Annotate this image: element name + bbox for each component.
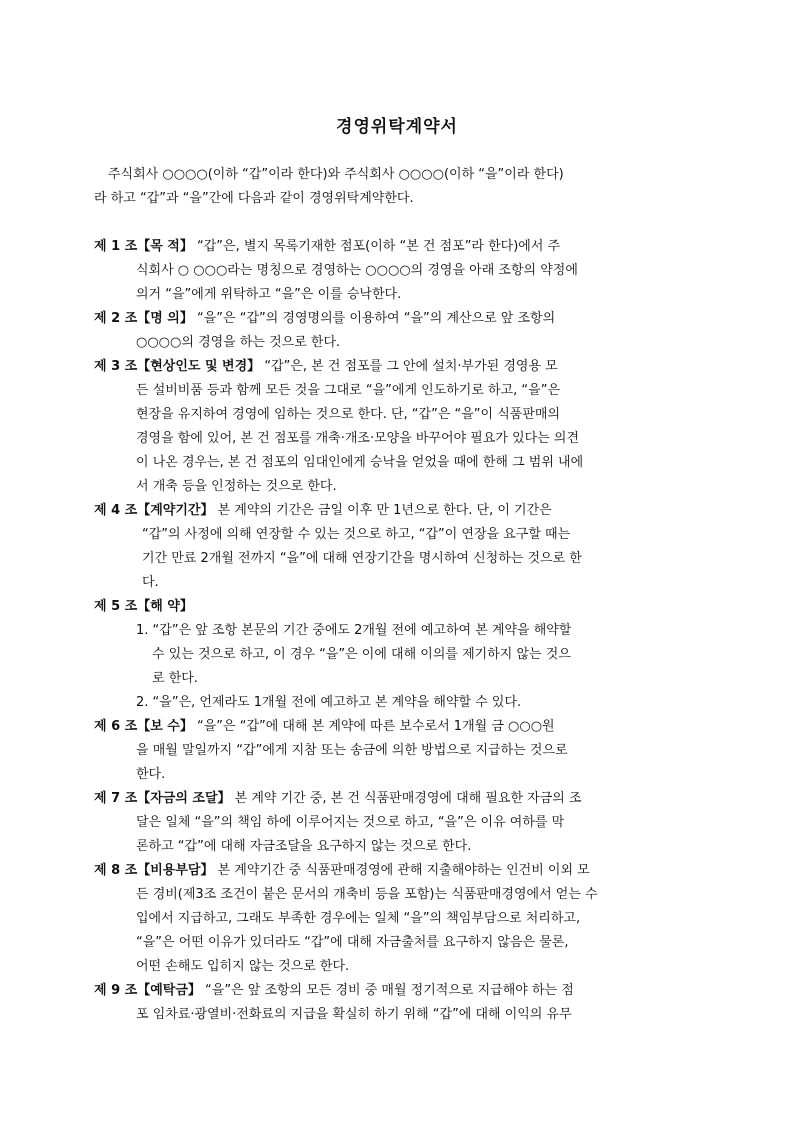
article-text: 을 매월 말일까지 “갑”에게 지참 또는 송금에 의한 방법으로 지급하는 것으로 (136, 743, 568, 758)
list-item (94, 691, 700, 715)
articles-list (94, 235, 700, 1027)
article-text: 론하고 “갑”에 대해 자금조달을 요구하지 않는 것으로 한다. (136, 839, 472, 854)
item-number: 1. (136, 623, 149, 638)
article-text: “갑”은, 별지 목록기재한 점포(이하 “본 건 점포”라 한다)에서 주 (197, 239, 561, 254)
article-heading: 제 6 조【보 수】 (94, 719, 193, 734)
intro-line: 라 하고 “갑”과 “을”간에 다음과 같이 경영위탁계약한다. (94, 191, 414, 206)
article-text: 본 계약의 기간은 금일 이후 만 1년으로 한다. 단, 이 기간은 (217, 503, 552, 518)
item-number: 2. (136, 695, 149, 710)
article-text: 한다. (136, 767, 166, 782)
article-heading: 제 9 조【예탁금】 (94, 983, 201, 998)
intro-line: 주식회사 ○○○○(이하 “갑”이라 한다)와 주식회사 ○○○○(이하 “을”이라 한다) (108, 167, 564, 182)
article-6 (94, 715, 700, 787)
article-text: “을”은 어떤 이유가 있더라도 “갑”에 대해 자금출처를 요구하지 않음은 물론, (136, 935, 569, 950)
article-text: “을”은 “갑”의 경영명의를 이용하여 “을”의 계산으로 앞 조항의 (197, 311, 556, 326)
article-text: 든 경비(제3조 조건이 붙은 문서의 개축비 등을 포함)는 식품판매경영에서 얻는 수 (136, 887, 598, 902)
article-7 (94, 787, 700, 859)
article-heading: 제 5 조【해 약】 (94, 599, 193, 614)
article-heading: 제 3 조【현상인도 및 변경】 (94, 359, 261, 374)
article-1 (94, 235, 700, 307)
article-text: “갑”의 사정에 의해 연장할 수 있는 것으로 하고, “갑”이 연장을 요구할 때는 (142, 527, 571, 542)
article-text: 로 한다. (152, 671, 198, 686)
article-text: 경영을 함에 있어, 본 건 점포를 개축·개조·모양을 바꾸어야 필요가 있다는 의견 (136, 431, 580, 446)
article-text: ○○○○의 경영을 하는 것으로 한다. (136, 335, 341, 350)
article-text: 다. (142, 575, 159, 590)
intro-paragraph (94, 163, 700, 211)
article-text: 서 개축 등을 인정하는 것으로 한다. (136, 479, 337, 494)
article-text: 포 임차료·광열비·전화료의 지급을 확실히 하기 위해 “갑”에 대해 이익의 유무 (136, 1007, 572, 1022)
article-4 (94, 499, 700, 595)
article-2 (94, 307, 700, 355)
article-text: 현장을 유지하여 경영에 임하는 것으로 한다. 단, “갑”은 “을”이 식품판매의 (136, 407, 561, 422)
article-text: 든 설비비품 등과 함께 모든 것을 그대로 “을”에게 인도하기로 하고, “을”은 (136, 383, 561, 398)
article-heading: 제 2 조【명 의】 (94, 311, 193, 326)
article-text: 식회사 ○ ○○○라는 명칭으로 경영하는 ○○○○의 경영을 아래 조항의 약정에 (136, 263, 578, 278)
article-8 (94, 859, 700, 979)
article-3 (94, 355, 700, 499)
article-text: “갑”은, 본 건 점포를 그 안에 설치·부가된 경영용 모 (264, 359, 558, 374)
article-text: 달은 일체 “을”의 책임 하에 이루어지는 것으로 하고, “을”은 이유 여하를 막 (136, 815, 565, 830)
article-text: 수 있는 것으로 하고, 이 경우 “을”은 이에 대해 이의를 제기하지 않는 것으 (152, 647, 571, 662)
article-text: 어떤 손해도 입히지 않는 것으로 한다. (136, 959, 350, 974)
document-title: 경영위탁계약서 (336, 117, 458, 137)
article-text: 본 계약기간 중 식품판매경영에 관해 지출해야하는 인건비 이외 모 (217, 863, 590, 878)
article-text: “갑”은 앞 조항 본문의 기간 중에도 2개월 전에 예고하여 본 계약을 해약할 (152, 623, 572, 638)
article-heading: 제 7 조【자금의 조달】 (94, 791, 231, 806)
article-text: 입에서 지급하고, 그래도 부족한 경우에는 일체 “을”의 책임부담으로 처리하고, (136, 911, 581, 926)
article-text: 이 나온 경우는, 본 건 점포의 임대인에게 승낙을 얻었을 때에 한해 그 범위 내에 (136, 455, 584, 470)
article-text: 의거 “을”에게 위탁하고 “을”은 이를 승낙한다. (136, 287, 402, 302)
article-text: 기간 만료 2개월 전까지 “을”에 대해 연장기간을 명시하여 신청하는 것으로 한 (142, 551, 582, 566)
article-text: “을”은 “갑”에 대해 본 계약에 따른 보수로서 1개월 금 ○○○원 (197, 719, 555, 734)
article-text: “을”은 앞 조항의 모든 경비 중 매월 정기적으로 지급해야 하는 점 (205, 983, 574, 998)
article-heading: 제 4 조【계약기간】 (94, 503, 214, 518)
article-heading: 제 1 조【목 적】 (94, 239, 193, 254)
article-9 (94, 979, 700, 1027)
article-text: “을”은, 언제라도 1개월 전에 예고하고 본 계약을 해약할 수 있다. (152, 695, 522, 710)
list-item (94, 619, 700, 643)
article-heading: 제 8 조【비용부담】 (94, 863, 214, 878)
article-text: 본 계약 기간 중, 본 건 식품판매경영에 대해 필요한 자금의 조 (234, 791, 582, 806)
article-5 (94, 595, 700, 715)
